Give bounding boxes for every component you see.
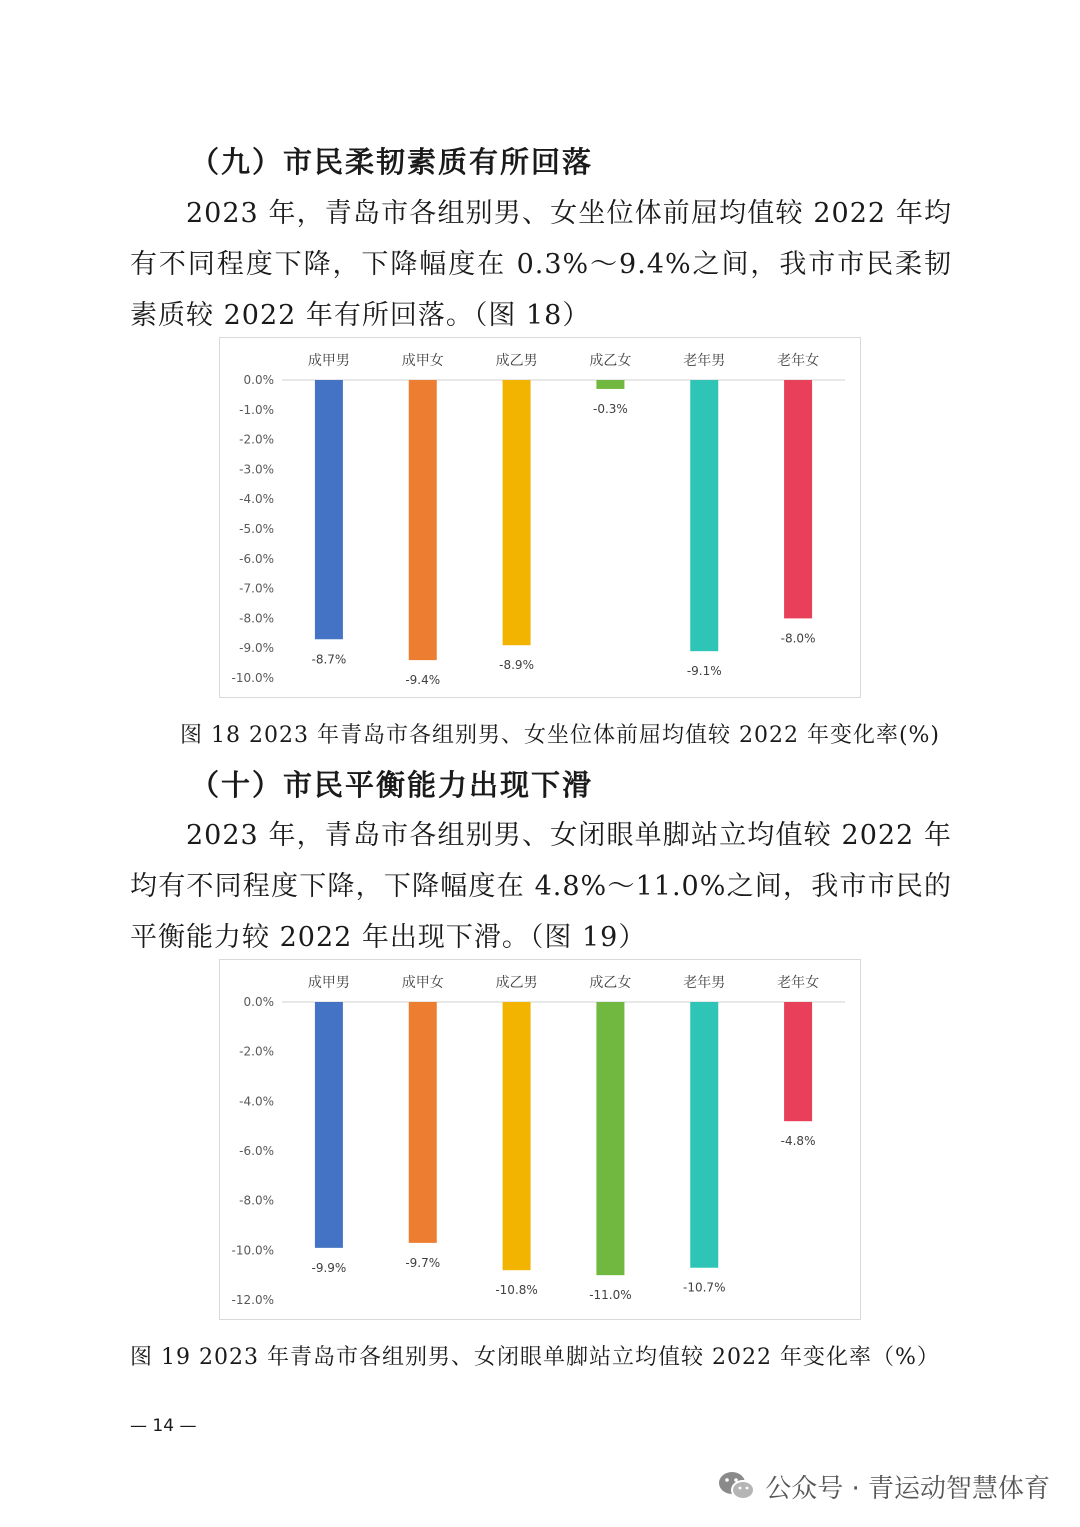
data-label: -8.0% — [780, 631, 816, 646]
y-tick-label: 0.0% — [243, 373, 274, 387]
y-tick-label: 0.0% — [243, 995, 274, 1009]
y-tick-label: -3.0% — [239, 462, 274, 477]
y-tick-label: -10.0% — [231, 1243, 274, 1258]
watermark — [717, 1464, 1050, 1508]
category-label: 成甲女 — [401, 353, 444, 369]
y-tick-label: -2.0% — [239, 432, 274, 447]
y-tick-label: -2.0% — [239, 1044, 274, 1059]
bar — [315, 380, 343, 639]
y-tick-label: -6.0% — [239, 551, 274, 566]
paragraph-text: 2023 年，青岛市各组别男、女闭眼单脚站立均值较 2022 年均有不同程度下降，下降幅度在 4.8%～11.0%之间，我市市民的平衡能力较 2022 年出现下滑。（图 19） — [130, 820, 952, 953]
paragraph — [130, 188, 952, 341]
category-label: 老年男 — [683, 975, 726, 991]
wechat-icon — [717, 1469, 757, 1503]
data-label: -10.7% — [683, 1280, 726, 1295]
data-label: -9.9% — [311, 1260, 347, 1275]
bar-chart-svg — [220, 338, 860, 697]
chart-figure-19 — [219, 959, 861, 1320]
y-tick-label: -1.0% — [239, 402, 274, 417]
bar — [409, 380, 437, 660]
y-tick-label: -7.0% — [239, 581, 274, 596]
y-tick-label: -8.0% — [239, 1193, 274, 1208]
chart-figure-18 — [219, 337, 861, 698]
category-label: 成乙女 — [589, 975, 632, 991]
data-label: -9.7% — [405, 1255, 441, 1270]
section-heading: （十）市民平衡能力出现下滑 — [190, 768, 594, 802]
data-label: -8.9% — [499, 658, 534, 673]
bar — [503, 1002, 531, 1270]
figure-caption: 图 19 2023 年青岛市各组别男、女闭眼单脚站立均值较 2022 年变化率（%） — [130, 1345, 940, 1370]
category-label: 成乙男 — [495, 975, 538, 991]
bar — [503, 380, 531, 645]
bar — [784, 380, 812, 618]
category-label: 成乙女 — [589, 353, 632, 369]
data-label: -10.8% — [495, 1283, 538, 1298]
y-tick-label: -12.0% — [231, 1293, 274, 1307]
bar — [596, 1002, 624, 1275]
data-label: -9.1% — [686, 664, 722, 679]
bar — [784, 1002, 812, 1121]
y-tick-label: -10.0% — [231, 671, 274, 685]
bar — [596, 380, 624, 389]
data-label: -8.7% — [311, 652, 347, 667]
y-tick-label: -5.0% — [239, 522, 274, 536]
category-label: 老年女 — [777, 353, 820, 369]
paragraph — [130, 810, 952, 963]
data-label: -0.3% — [593, 401, 628, 416]
y-tick-label: -4.0% — [239, 492, 274, 507]
bar — [315, 1002, 343, 1248]
bar — [690, 380, 718, 651]
category-label: 老年男 — [683, 353, 726, 369]
category-label: 成甲男 — [307, 975, 350, 991]
section-heading: （九）市民柔韧素质有所回落 — [190, 145, 594, 179]
watermark-text: 公众号 · 青运动智慧体育 — [765, 1473, 1050, 1504]
page-number: — 14 — — [130, 1416, 197, 1436]
paragraph-text: 2023 年，青岛市各组别男、女坐位体前屈均值较 2022 年均有不同程度下降，下降幅度在 0.3%～9.4%之间，我市市民柔韧素质较 2022 年有所回落。（图 18） — [130, 198, 952, 331]
category-label: 老年女 — [777, 975, 820, 991]
data-label: -9.4% — [405, 673, 441, 688]
bar-chart-svg — [220, 960, 860, 1319]
bar — [690, 1002, 718, 1268]
category-label: 成乙男 — [495, 353, 538, 369]
category-label: 成甲男 — [307, 353, 350, 369]
data-label: -4.8% — [780, 1134, 816, 1149]
y-tick-label: -4.0% — [239, 1094, 274, 1109]
y-tick-label: -8.0% — [239, 611, 274, 626]
y-tick-label: -6.0% — [239, 1144, 274, 1158]
category-label: 成甲女 — [401, 975, 444, 991]
figure-caption: 图 18 2023 年青岛市各组别男、女坐位体前屈均值较 2022 年变化率(%) — [180, 723, 941, 748]
data-label: -11.0% — [589, 1288, 632, 1303]
y-tick-label: -9.0% — [239, 641, 274, 656]
bar — [409, 1002, 437, 1243]
